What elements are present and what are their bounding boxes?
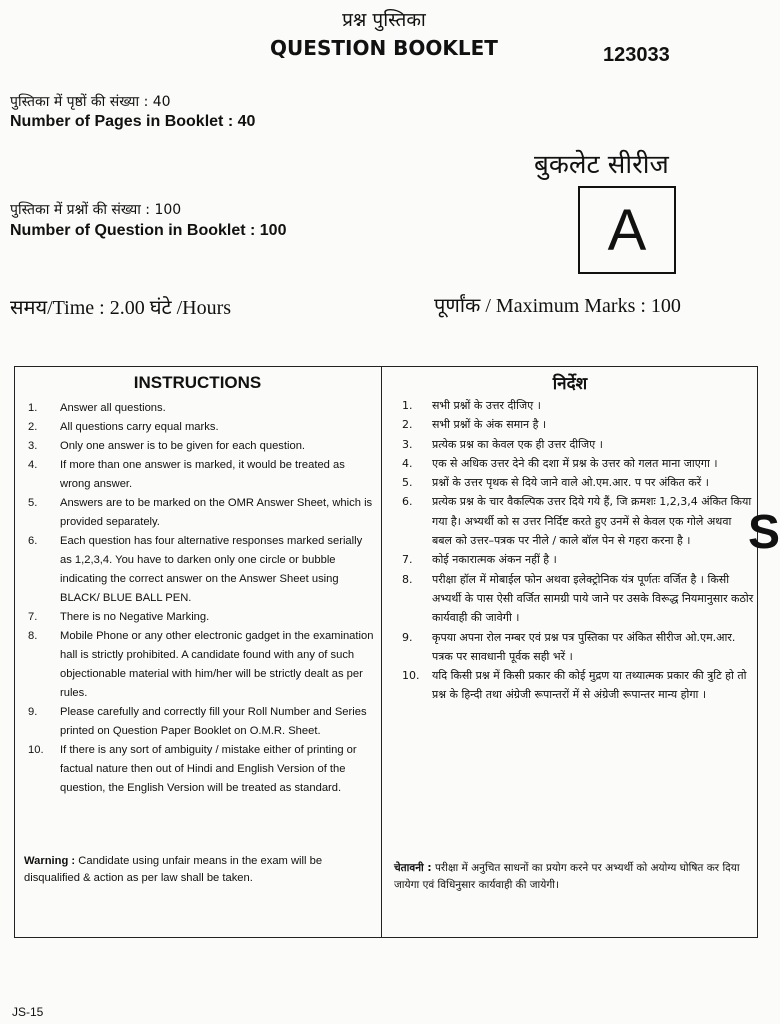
- instruction-text-hindi: सभी प्रश्नों के अंक समान है ।: [432, 418, 547, 432]
- instruction-number: 3.: [28, 440, 38, 452]
- instruction-number: 7.: [402, 553, 413, 567]
- instruction-item-hindi: [402, 415, 754, 434]
- instruction-number: 6.: [402, 495, 413, 509]
- instruction-item-hindi: [402, 570, 754, 628]
- instruction-number: 6.: [28, 535, 38, 547]
- instruction-text: Please carefully and correctly fill your Roll Number and Series printed on Question Paper Booklet on O.M.R. Sheet.: [60, 706, 367, 737]
- instruction-text: Each question has four alternative responses marked serially as 1,2,3,4. You have to darken only one circle or bubble indicating the correct answer on the Answer Sheet using BLACK/ BLUE BALL PEN.: [60, 535, 363, 604]
- instruction-text: If more than one answer is marked, it would be treated as wrong answer.: [60, 459, 345, 490]
- pages-count: Number of Pages in Booklet : 40: [10, 113, 256, 130]
- exam-time: समय/Time : 2.00 घंटे /Hours: [10, 297, 232, 319]
- instruction-number: 1.: [28, 402, 38, 414]
- questions-count: Number of Question in Booklet : 100: [10, 222, 287, 239]
- warning-label-hindi: चेतावनी :: [394, 862, 432, 874]
- paper-code: JS-15: [12, 1005, 44, 1019]
- warning-text: Candidate using unfair means in the exam will be disqualified & action as per law shall be taken.: [24, 855, 323, 884]
- booklet-series-value: A: [607, 197, 647, 263]
- instruction-number: 9.: [28, 706, 38, 718]
- booklet-title: QUESTION BOOKLET: [270, 36, 498, 60]
- instruction-text-hindi: एक से अधिक उत्तर देने की दशा में प्रश्न के उत्तर को गलत माना जाएगा ।: [432, 456, 718, 470]
- instruction-item: [28, 437, 376, 456]
- instruction-item-hindi: [402, 666, 754, 705]
- instruction-item: [28, 703, 376, 741]
- pages-count-hindi: पुस्तिका में पृष्ठों की संख्या : 40: [10, 94, 171, 110]
- instruction-number: 10.: [28, 744, 44, 756]
- instruction-text-hindi: सभी प्रश्नों के उत्तर दीजिए ।: [432, 399, 541, 412]
- booklet-series-box: [578, 186, 676, 274]
- instruction-text: There is no Negative Marking.: [60, 611, 210, 623]
- instructions-heading-hindi: निर्देश: [552, 374, 588, 394]
- instruction-number: 4.: [28, 459, 38, 471]
- instruction-text-hindi: परीक्षा हॉल में मोबाईल फोन अथवा इलेक्ट्रोनिक यंत्र पूर्णतः वर्जित है । किसी अभ्यर्थी के पास ऐसी वर्जित सामग्री पाये जाने पर उसके विरूद्ध नियमानुसार कठोर कार्यवाही की जावेगी ।: [432, 572, 754, 625]
- instruction-item-hindi: [402, 396, 754, 415]
- instruction-item: [28, 532, 376, 608]
- warning-text-hindi: परीक्षा में अनुचित साधनों का प्रयोग करने पर अभ्यर्थी को अयोग्य घोषित कर दिया जायेगा एवं विधिनुसार कार्यवाही की जायेगी।: [394, 862, 740, 891]
- instruction-number: 4.: [402, 456, 413, 470]
- instruction-text-hindi: कृपया अपना रोल नम्बर एवं प्रश्न पत्र पुस्तिका पर अंकित सीरीज ओ.एम.आर. पत्रक पर सावधानी पूर्वक सही भरें ।: [432, 630, 736, 663]
- instruction-item: [28, 399, 376, 418]
- instruction-number: 9.: [402, 630, 413, 644]
- instruction-item-hindi: [402, 628, 754, 667]
- instruction-text: All questions carry equal marks.: [60, 421, 219, 433]
- instruction-number: 5.: [402, 476, 413, 490]
- warning-note-hindi: [394, 860, 750, 894]
- instruction-number: 2.: [402, 418, 413, 432]
- questions-count-hindi: पुस्तिका में प्रश्नों की संख्या : 100: [10, 202, 182, 218]
- instruction-number: 1.: [402, 399, 413, 412]
- booklet-title-hindi: प्रश्न पुस्तिका: [342, 9, 426, 31]
- instruction-text: Answer all questions.: [60, 402, 166, 414]
- instruction-text-hindi: कोई नकारात्मक अंकन नहीं है ।: [432, 553, 557, 567]
- instruction-item-hindi: [402, 473, 754, 492]
- instruction-item: [28, 608, 376, 627]
- instruction-text-hindi: यदि किसी प्रश्न में किसी प्रकार की कोई मुद्रण या तथ्यात्मक प्रकार की त्रुटि हो तो प्रश्न के हिन्दी तथा अंग्रेजी रूपान्तरों में से अंग्रेजी रूपान्तर मान्य होगा ।: [432, 669, 747, 702]
- instruction-text: Only one answer is to be given for each question.: [60, 440, 306, 452]
- instruction-item-hindi: [402, 550, 754, 569]
- instruction-number: 10.: [402, 669, 420, 683]
- instruction-text: Answers are to be marked on the OMR Answer Sheet, which is provided separately.: [60, 497, 373, 528]
- booklet-series-label: बुकलेट सीरीज: [534, 150, 669, 180]
- warning-label: Warning :: [24, 855, 76, 867]
- column-divider: [381, 366, 382, 938]
- instruction-item-hindi: [402, 454, 754, 473]
- instruction-number: 2.: [28, 421, 38, 433]
- instructions-heading: INSTRUCTIONS: [133, 373, 262, 392]
- instruction-text-hindi: प्रत्येक प्रश्न का केवल एक ही उत्तर दीजिए ।: [432, 437, 603, 451]
- maximum-marks: पूर्णांक / Maximum Marks : 100: [434, 295, 681, 317]
- instruction-number: 3.: [402, 437, 413, 451]
- instruction-number: 8.: [28, 630, 38, 642]
- instructions-list-hindi: [402, 396, 754, 705]
- instruction-item-hindi: [402, 492, 754, 550]
- instruction-text-hindi: प्रश्नों के उत्तर पृथक से दिये जाने वाले ओ.एम.आर. प पर अंकित करें ।: [432, 476, 709, 490]
- booklet-serial-number: 123033: [603, 44, 670, 66]
- instructions-list: [28, 399, 376, 798]
- edge-letter: S: [748, 506, 780, 559]
- instruction-item: [28, 741, 376, 798]
- instruction-item: [28, 456, 376, 494]
- instruction-number: 5.: [28, 497, 38, 509]
- instruction-text-hindi: प्रत्येक प्रश्न के चार वैकल्पिक उत्तर दिये गये हैं, जि क्रमशः 1,2,3,4 अंकित किया गया है। अभ्यर्थी को स उत्तर निर्दिष्ट करते हुए उनमें से केवल एक गोले अथवा बबल को उत्तर–पत्रक पर नीले / काले बॉल पेन से गहरा करना है ।: [432, 495, 752, 548]
- instruction-text: Mobile Phone or any other electronic gadget in the examination hall is strictly prohibited. A candidate found with any of such objectionable material with him/her will be strictly dealt as per rules.: [60, 630, 374, 699]
- instruction-text: If there is any sort of ambiguity / mistake either of printing or factual nature then out of Hindi and English Version of the question, the English Version will be treated as standard.: [60, 744, 357, 794]
- instruction-item: [28, 627, 376, 703]
- instruction-number: 8.: [402, 572, 413, 586]
- instruction-item-hindi: [402, 435, 754, 454]
- instruction-number: 7.: [28, 611, 38, 623]
- warning-note: [24, 853, 376, 887]
- instruction-item: [28, 494, 376, 532]
- instruction-item: [28, 418, 376, 437]
